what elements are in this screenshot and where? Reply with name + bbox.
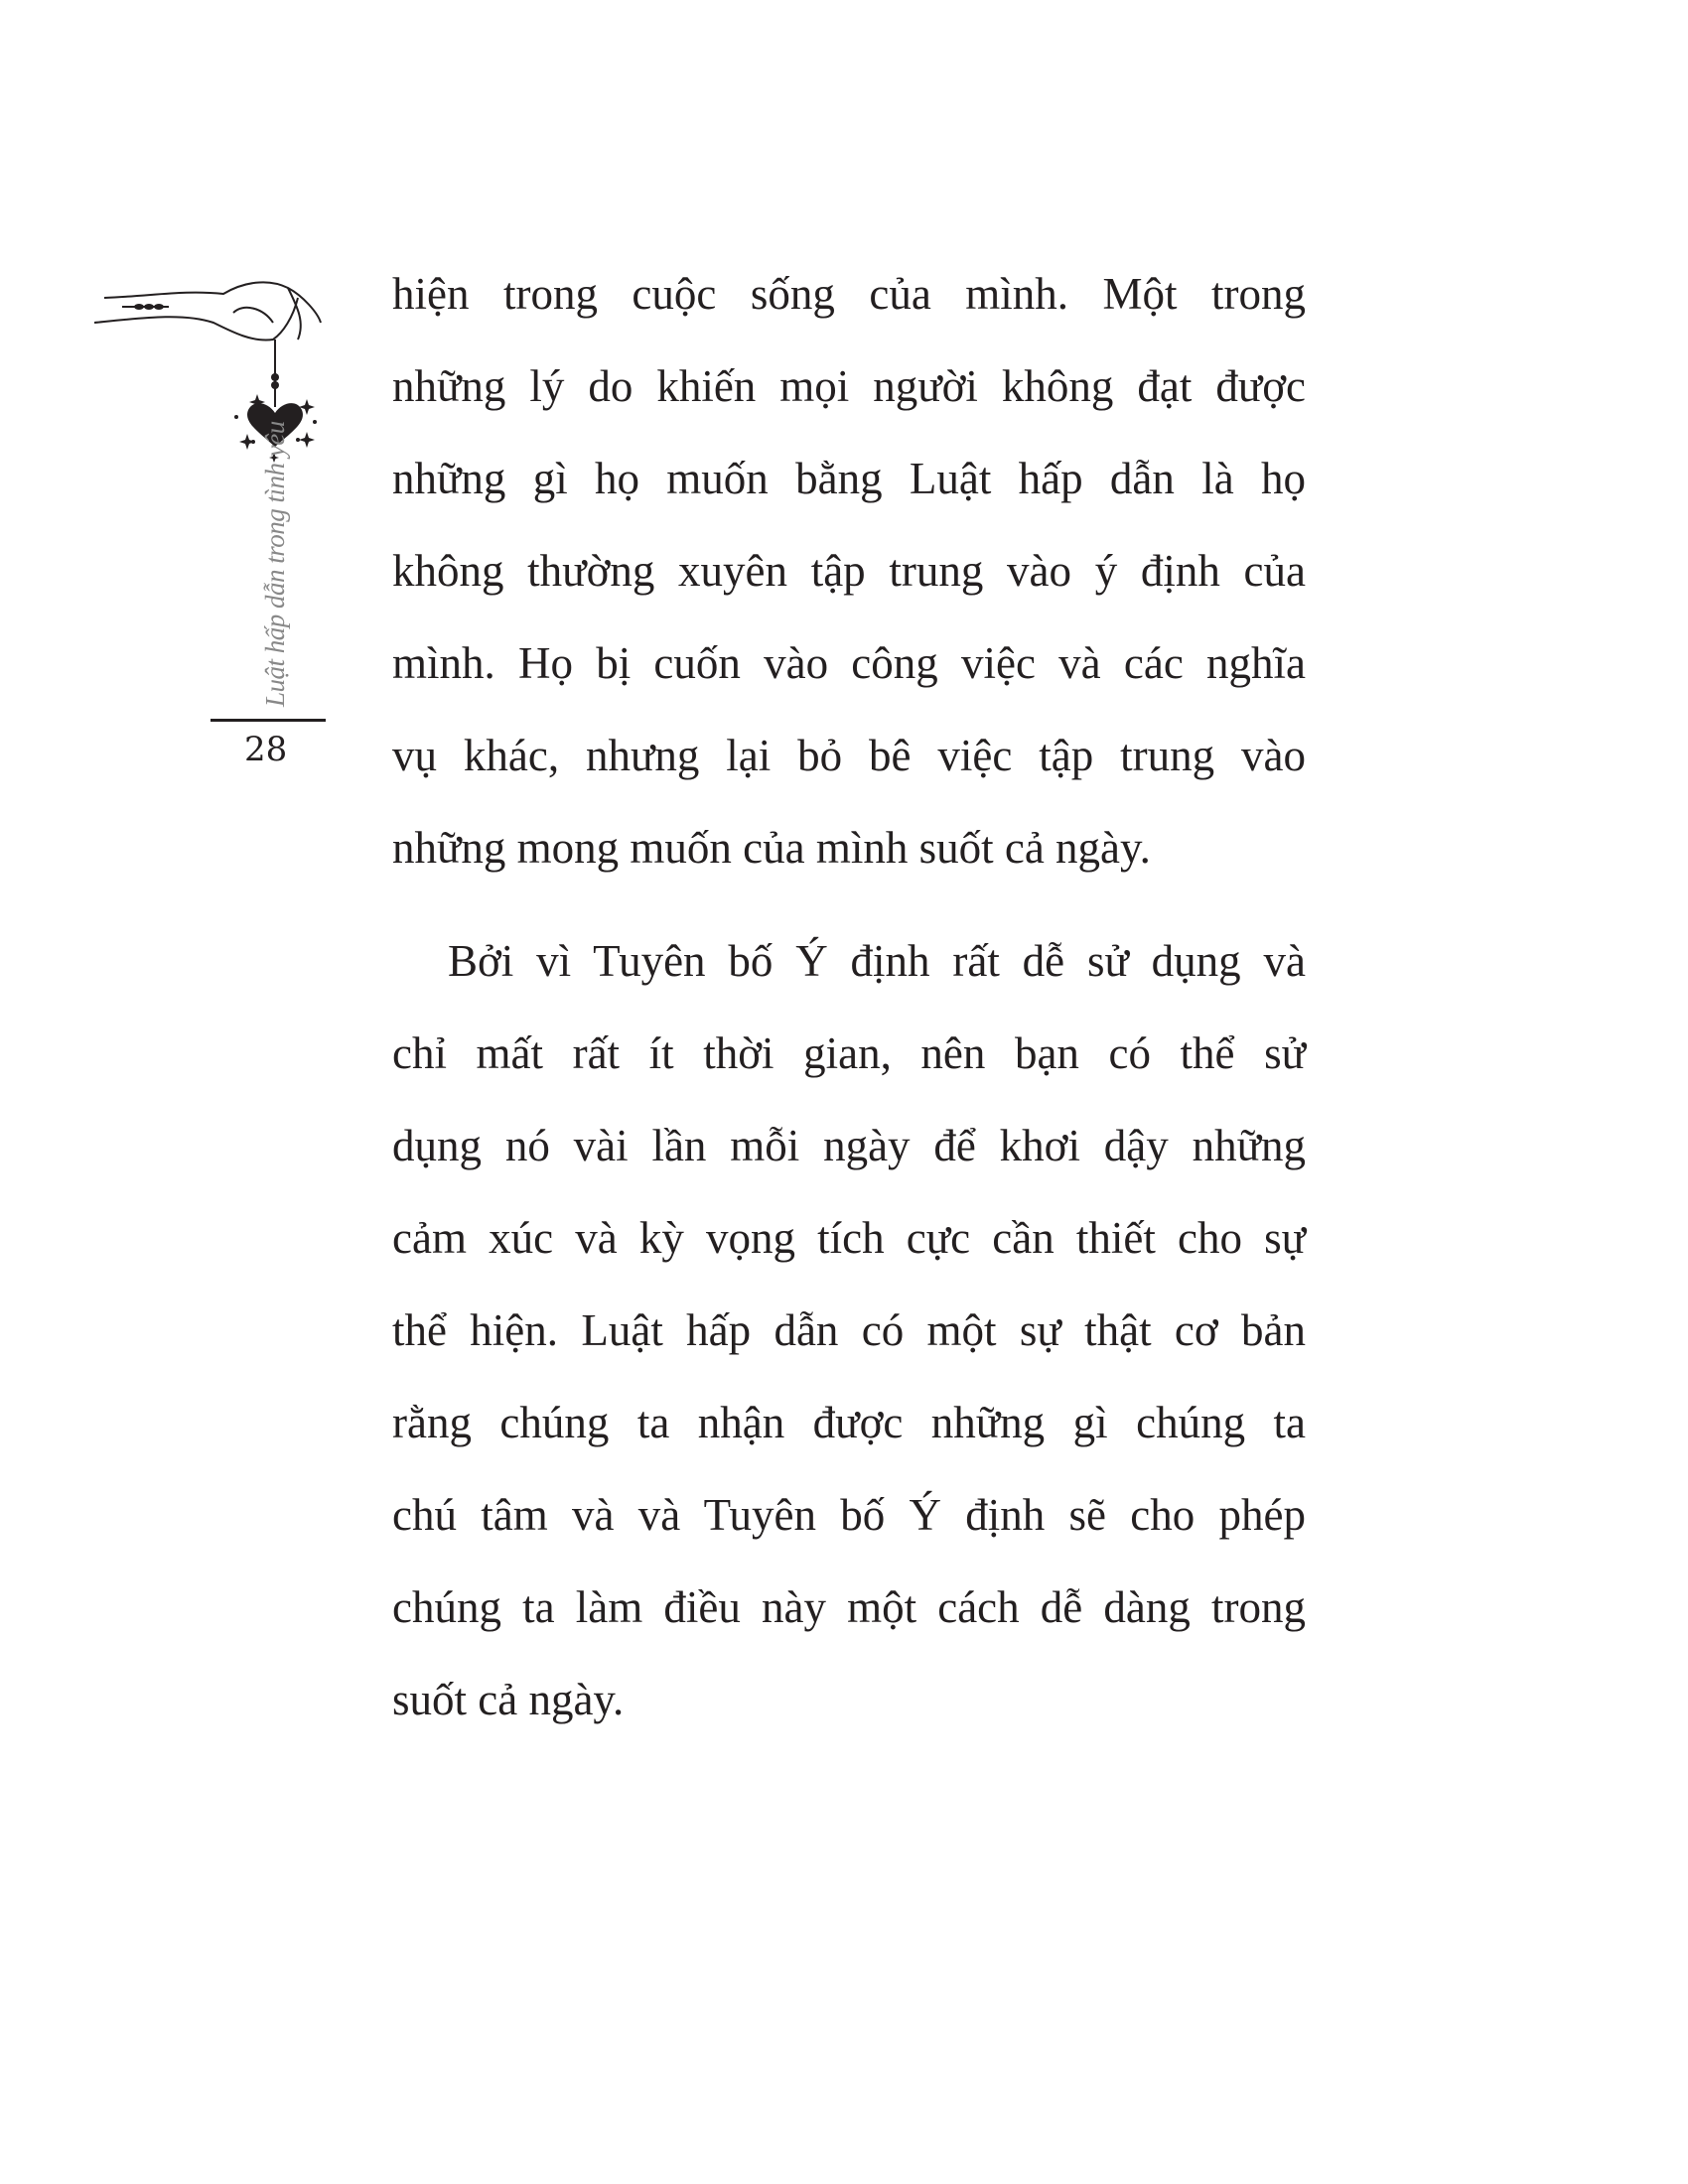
leaf-sprig-icon bbox=[122, 304, 169, 310]
running-title: Luật hấp dẫn trong tình yêu bbox=[260, 421, 290, 707]
body-text bbox=[392, 248, 1306, 1746]
text-line: những lý do khiến mọi người không đạt được bbox=[392, 361, 1306, 411]
text-line: không thường xuyên tập trung vào ý định của bbox=[392, 546, 1306, 596]
text-line: chú tâm và và Tuyên bố Ý định sẽ cho phép bbox=[392, 1490, 1306, 1540]
text-line: rằng chúng ta nhận được những gì chúng ta bbox=[392, 1398, 1306, 1447]
text-line: dụng nó vài lần mỗi ngày để khơi dậy những bbox=[392, 1121, 1306, 1170]
text-line: những mong muốn của mình suốt cả ngày. bbox=[392, 823, 1151, 873]
text-line: Bởi vì Tuyên bố Ý định rất dễ sử dụng và bbox=[448, 936, 1306, 986]
text-line: thể hiện. Luật hấp dẫn có một sự thật cơ bản bbox=[392, 1305, 1306, 1355]
text-line: suốt cả ngày. bbox=[392, 1675, 625, 1724]
text-line: chỉ mất rất ít thời gian, nên bạn có thể sử bbox=[392, 1028, 1306, 1078]
text-line: vụ khác, nhưng lại bỏ bê việc tập trung vào bbox=[392, 731, 1306, 780]
text-line: chúng ta làm điều này một cách dễ dàng trong bbox=[392, 1582, 1306, 1632]
paragraph bbox=[392, 915, 1306, 1746]
divider bbox=[211, 719, 326, 722]
page-number: 28 bbox=[244, 730, 288, 769]
text-line: cảm xúc và kỳ vọng tích cực cần thiết cho sự bbox=[392, 1213, 1306, 1263]
text-line: hiện trong cuộc sống của mình. Một trong bbox=[392, 269, 1306, 319]
hand-holding-heart-illustration bbox=[94, 268, 333, 506]
paragraph bbox=[392, 248, 1306, 894]
text-line: những gì họ muốn bằng Luật hấp dẫn là họ bbox=[392, 454, 1306, 503]
text-line: mình. Họ bị cuốn vào công việc và các nghĩa bbox=[392, 638, 1306, 688]
